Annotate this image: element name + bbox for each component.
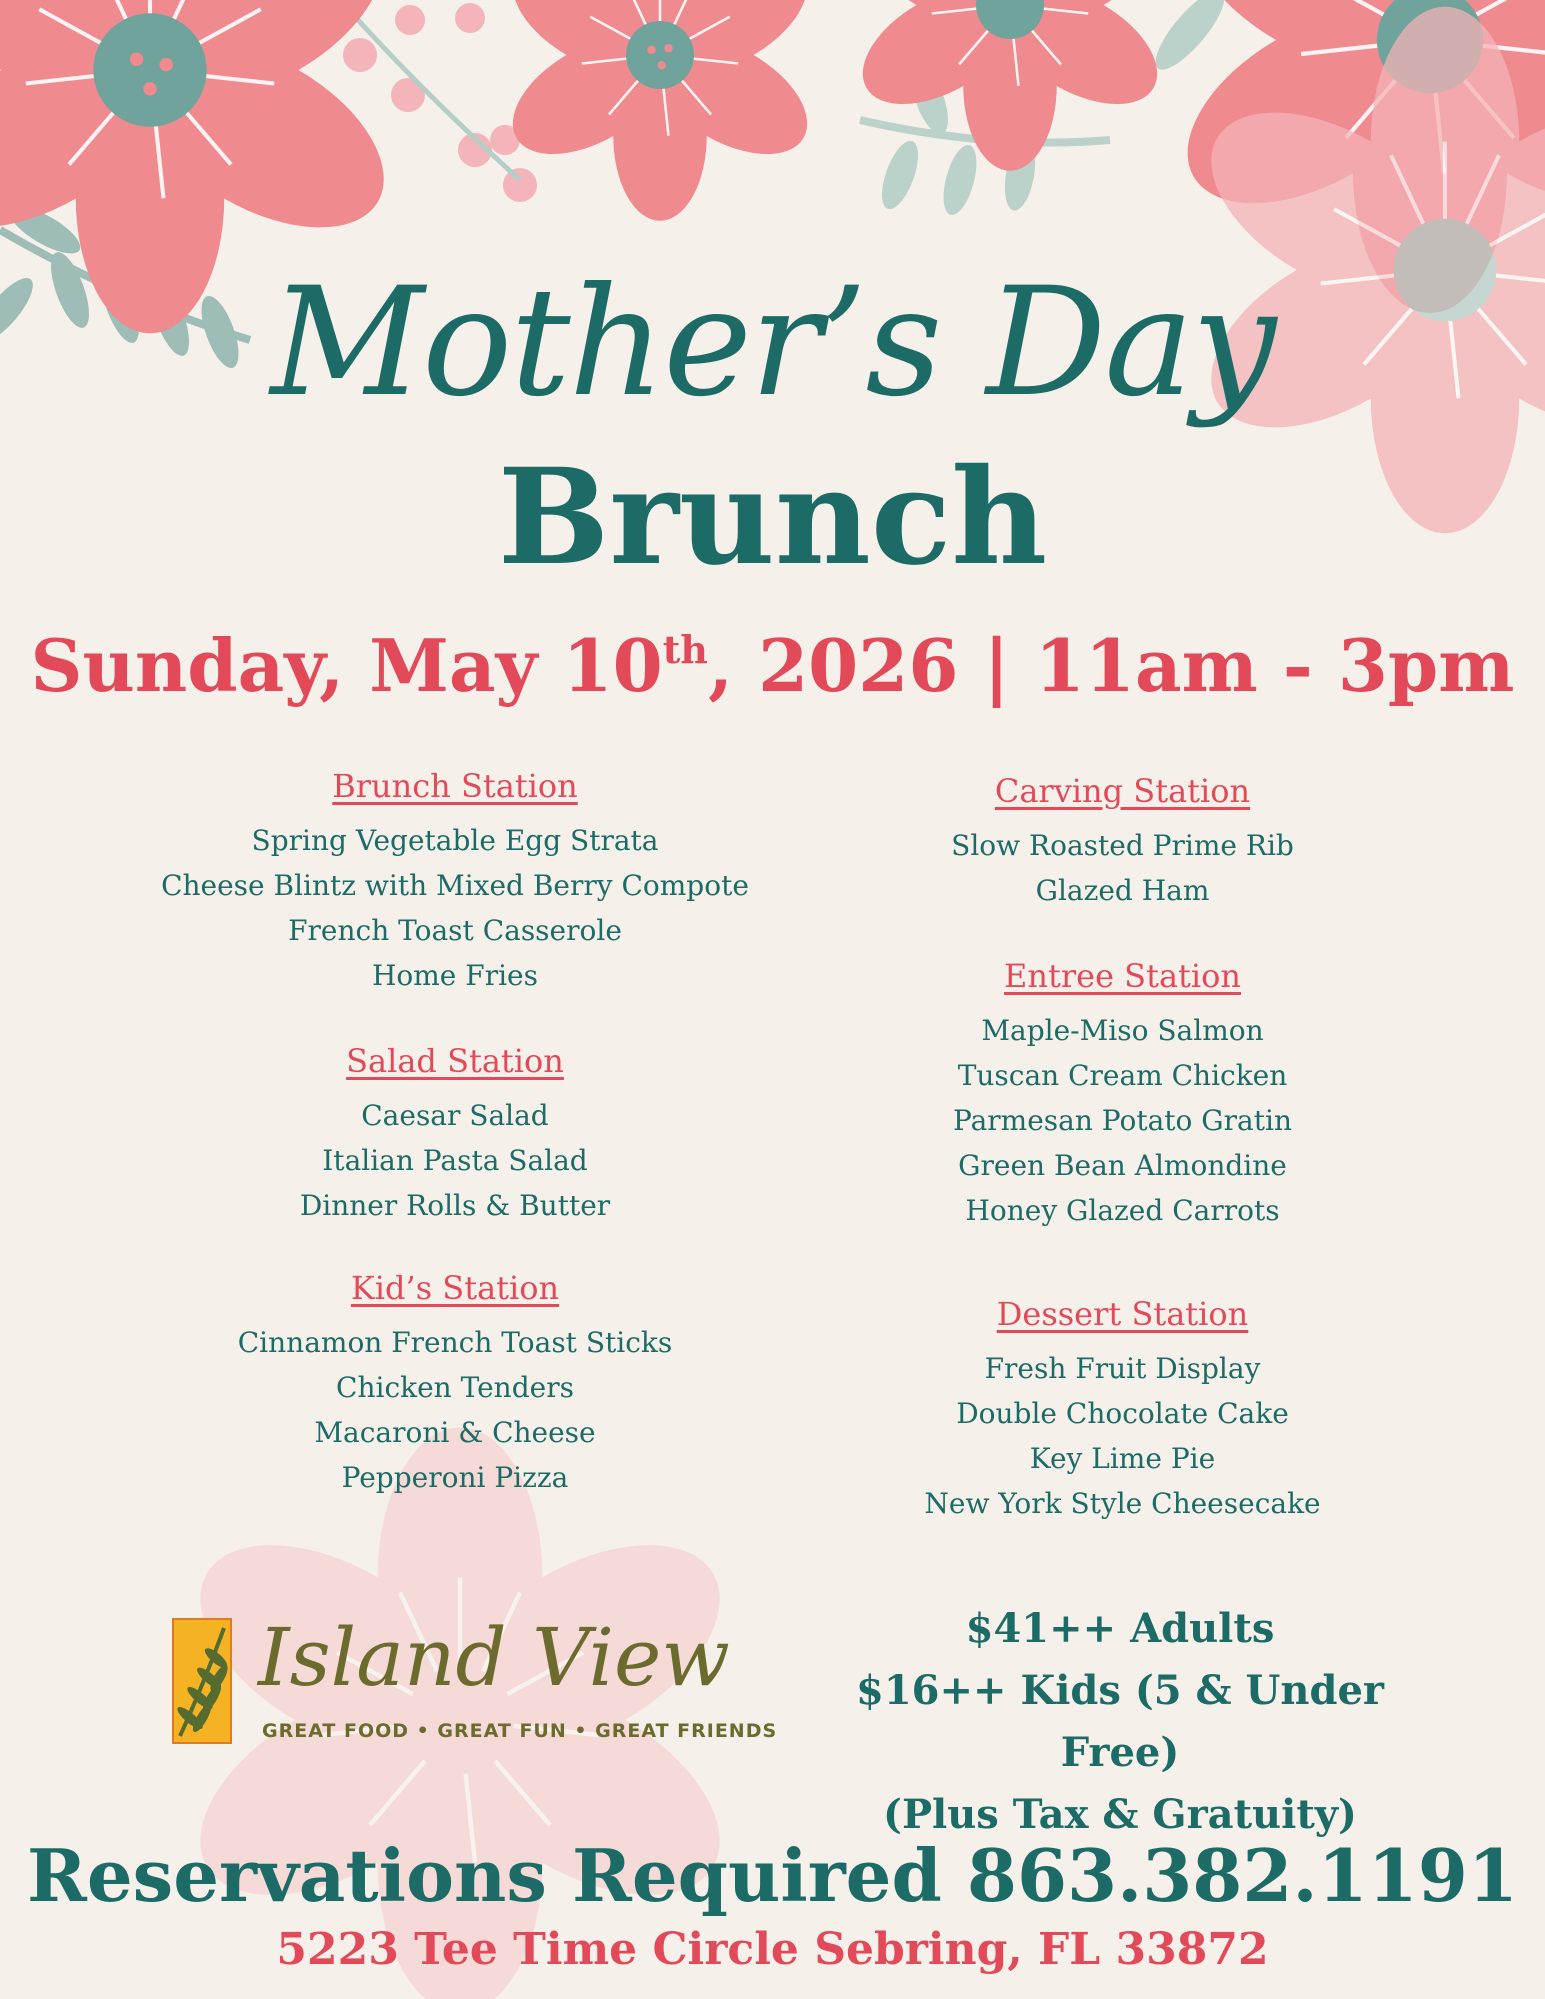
menu-item: Italian Pasta Salad (322, 1144, 588, 1177)
menu-item: Cinnamon French Toast Sticks (237, 1326, 673, 1359)
logo-name: Island View (258, 1611, 730, 1704)
address-line: 5223 Tee Time Circle Sebring, FL 33872 (276, 1924, 1269, 1975)
station-title: Salad Station (346, 1042, 564, 1080)
menu-item: Dinner Rolls & Butter (299, 1189, 611, 1222)
station-kids (100, 1269, 810, 1500)
menu-item: French Toast Casserole (288, 914, 622, 947)
price-note: (Plus Tax & Gratuity) (883, 1791, 1357, 1838)
title-script: Mother’s Day (270, 256, 1275, 430)
station-carving (800, 772, 1445, 913)
menu-item: Cheese Blintz with Mixed Berry Compote (161, 869, 749, 902)
station-dessert (800, 1295, 1445, 1526)
menu-item: Chicken Tenders (336, 1371, 574, 1404)
station-title: Entree Station (1004, 957, 1241, 995)
menu-item: Green Bean Almondine (958, 1149, 1287, 1182)
menu-right-column (800, 772, 1445, 1535)
event-date-time (0, 623, 1545, 708)
station-title: Dessert Station (996, 1295, 1249, 1333)
menu-item: Double Chocolate Cake (956, 1397, 1289, 1430)
logo-tagline: GREAT FOOD • GREAT FUN • GREAT FRIENDS (262, 1720, 778, 1742)
date-main: Sunday, May 10 (30, 623, 663, 708)
menu-item: Spring Vegetable Egg Strata (251, 824, 659, 857)
station-entree (800, 957, 1445, 1233)
menu-item: Parmesan Potato Gratin (953, 1104, 1292, 1137)
title-brunch: Brunch (497, 440, 1048, 595)
menu-item: Home Fries (371, 959, 538, 992)
palm-leaf-icon (172, 1618, 232, 1744)
menu-item: New York Style Cheesecake (924, 1487, 1321, 1520)
station-title: Brunch Station (332, 767, 578, 805)
menu-item: Honey Glazed Carrots (965, 1194, 1280, 1227)
pricing-block (790, 1598, 1450, 1846)
price-adults: $41++ Adults (965, 1605, 1275, 1652)
reservations-line: Reservations Required 863.382.1191 (27, 1833, 1518, 1918)
station-salad (100, 1042, 810, 1228)
flower-top-right-small (843, 0, 1177, 171)
station-title: Carving Station (994, 772, 1251, 810)
menu-item: Fresh Fruit Display (984, 1352, 1261, 1385)
island-view-logo (172, 1611, 778, 1748)
menu-left-column (100, 767, 810, 1510)
station-brunch (100, 767, 810, 998)
menu-item: Glazed Ham (1035, 874, 1210, 907)
station-title: Kid’s Station (350, 1269, 560, 1307)
date-ordinal: th (662, 627, 708, 672)
menu-item: Macaroni & Cheese (314, 1416, 596, 1449)
price-kids: $16++ Kids (5 & Under Free) (855, 1667, 1384, 1776)
menu-item: Caesar Salad (361, 1099, 549, 1132)
menu-item: Key Lime Pie (1029, 1442, 1216, 1475)
menu-item: Pepperoni Pizza (341, 1461, 569, 1494)
menu-item: Tuscan Cream Chicken (957, 1059, 1288, 1092)
flower-top-center (493, 0, 827, 221)
menu-item: Slow Roasted Prime Rib (951, 829, 1294, 862)
date-rest: , 2026 | 11am - 3pm (707, 623, 1515, 708)
menu-item: Maple-Miso Salmon (981, 1014, 1264, 1047)
